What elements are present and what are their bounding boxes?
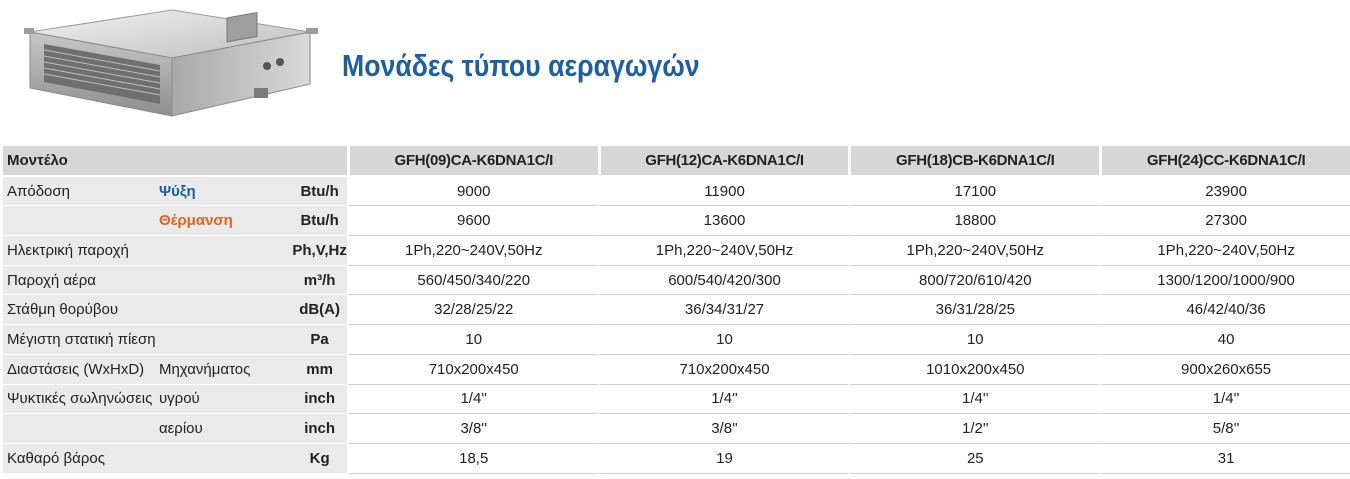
row-sublabel — [159, 236, 292, 266]
cell-value: 18800 — [848, 206, 1099, 236]
cell-value: 23900 — [1099, 177, 1350, 207]
spec-table — [3, 146, 1350, 474]
table-row — [3, 355, 1350, 385]
row-label: Παροχή αέρα — [3, 266, 159, 296]
cell-value: 10 — [347, 325, 598, 355]
row-sublabel — [159, 325, 292, 355]
row-unit: Btu/h — [292, 206, 346, 236]
cell-value: 5/8'' — [1099, 414, 1350, 444]
table-row — [3, 385, 1350, 415]
cell-value: 710x200x450 — [347, 355, 598, 385]
row-sublabel: Ψύξη — [159, 177, 292, 207]
cell-value: 1Ph,220~240V,50Hz — [598, 236, 849, 266]
cell-value: 1/4'' — [347, 385, 598, 415]
row-unit: Ph,V,Hz — [292, 236, 346, 266]
row-label — [3, 414, 159, 444]
table-row — [3, 325, 1350, 355]
row-unit: Kg — [292, 444, 346, 474]
table-header-row — [3, 146, 1350, 177]
header-label: Μοντέλο — [3, 146, 347, 177]
row-label: Ηλεκτρική παροχή — [3, 236, 159, 266]
cell-value: 11900 — [598, 177, 849, 207]
model-header: GFH(18)CB-K6DNA1C/I — [848, 146, 1099, 177]
row-sublabel: Θέρμανση — [159, 206, 292, 236]
cell-value: 25 — [848, 444, 1099, 474]
row-sublabel — [159, 266, 292, 296]
cell-value: 600/540/420/300 — [598, 266, 849, 296]
cell-value: 1/4'' — [1099, 385, 1350, 415]
cell-value: 32/28/25/22 — [347, 295, 598, 325]
table-row — [3, 236, 1350, 266]
table-row — [3, 295, 1350, 325]
row-label: Ψυκτικές σωληνώσεις — [3, 385, 159, 415]
row-label: Μέγιστη στατική πίεση — [3, 325, 159, 355]
cell-value: 1/4'' — [848, 385, 1099, 415]
cell-value: 900x260x655 — [1099, 355, 1350, 385]
cell-value: 1Ph,220~240V,50Hz — [347, 236, 598, 266]
row-unit: Pa — [292, 325, 346, 355]
table-row — [3, 177, 1350, 207]
row-label: Καθαρό βάρος — [3, 444, 159, 474]
row-unit: Btu/h — [292, 177, 346, 207]
row-sublabel: Μηχανήματος — [159, 355, 292, 385]
row-unit: dB(A) — [292, 295, 346, 325]
cell-value: 18,5 — [347, 444, 598, 474]
cell-value: 1Ph,220~240V,50Hz — [848, 236, 1099, 266]
cell-value: 800/720/610/420 — [848, 266, 1099, 296]
cell-value: 17100 — [848, 177, 1099, 207]
cell-value: 1300/1200/1000/900 — [1099, 266, 1350, 296]
cell-value: 13600 — [598, 206, 849, 236]
duct-unit-image — [22, 4, 322, 122]
cell-value: 27300 — [1099, 206, 1350, 236]
table-row — [3, 414, 1350, 444]
page-title: Μονάδες τύπου αεραγωγών — [342, 48, 700, 83]
row-unit: m³/h — [292, 266, 346, 296]
model-header: GFH(12)CA-K6DNA1C/I — [598, 146, 849, 177]
row-unit: inch — [292, 385, 346, 415]
cell-value: 1Ph,220~240V,50Hz — [1099, 236, 1350, 266]
row-sublabel: αερίου — [159, 414, 292, 444]
cell-value: 40 — [1099, 325, 1350, 355]
cell-value: 10 — [848, 325, 1099, 355]
table-row — [3, 266, 1350, 296]
row-unit: inch — [292, 414, 346, 444]
model-header: GFH(09)CA-K6DNA1C/I — [347, 146, 598, 177]
row-label: Στάθμη θορύβου — [3, 295, 159, 325]
row-unit: mm — [292, 355, 346, 385]
cell-value: 46/42/40/36 — [1099, 295, 1350, 325]
row-sublabel — [159, 295, 292, 325]
model-header: GFH(24)CC-K6DNA1C/I — [1099, 146, 1350, 177]
cell-value: 1010x200x450 — [848, 355, 1099, 385]
cell-value: 36/31/28/25 — [848, 295, 1099, 325]
row-sublabel — [159, 444, 292, 474]
cell-value: 3/8'' — [347, 414, 598, 444]
table-row — [3, 206, 1350, 236]
cell-value: 9600 — [347, 206, 598, 236]
cell-value: 710x200x450 — [598, 355, 849, 385]
table-row — [3, 444, 1350, 474]
cell-value: 1/4'' — [598, 385, 849, 415]
cell-value: 10 — [598, 325, 849, 355]
row-label: Απόδοση — [3, 177, 159, 207]
cell-value: 1/2'' — [848, 414, 1099, 444]
cell-value: 9000 — [347, 177, 598, 207]
cell-value: 36/34/31/27 — [598, 295, 849, 325]
row-sublabel: υγρού — [159, 385, 292, 415]
row-label — [3, 206, 159, 236]
cell-value: 560/450/340/220 — [347, 266, 598, 296]
cell-value: 3/8'' — [598, 414, 849, 444]
cell-value: 19 — [598, 444, 849, 474]
row-label: Διαστάσεις (WxHxD) — [3, 355, 159, 385]
cell-value: 31 — [1099, 444, 1350, 474]
